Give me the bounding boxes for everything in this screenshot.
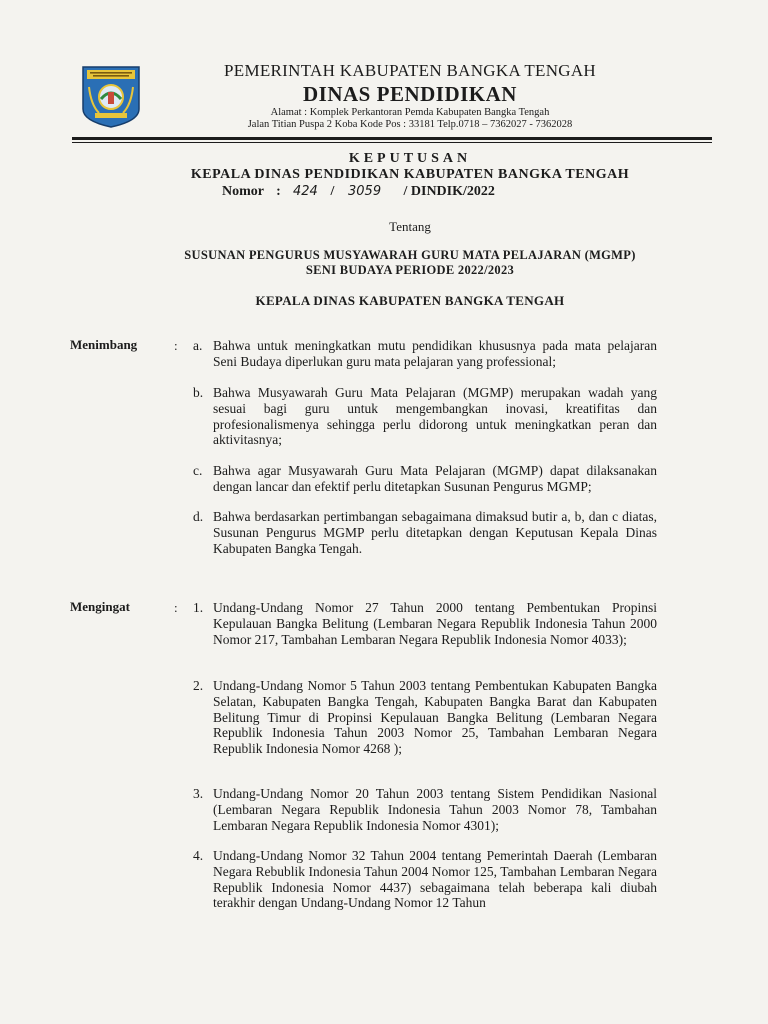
item-text: Bahwa berdasarkan pertimbangan sebagaimana dimaksud butir a, b, dan c diatas, Susunan Pengurus MGMP perlu ditetapkan dengan Keputusan Kepala Dinas Kabupaten Bangka Tengah. — [213, 509, 657, 556]
item-text: Bahwa untuk meningkatkan mutu pendidikan khususnya pada mata pelajaran Seni Budaya diperlukan guru mata pelajaran yang professional; — [213, 338, 657, 369]
item-marker: 1. — [193, 600, 204, 615]
subject-line-1: SUSUNAN PENGURUS MUSYAWARAH GURU MATA PELAJARAN (MGMP) — [184, 248, 636, 262]
nomor-suffix: / DINDIK/2022 — [403, 184, 495, 199]
item-marker: 3. — [193, 786, 204, 801]
item-marker: c. — [193, 463, 203, 478]
nomor-label: Nomor — [222, 184, 264, 199]
letterhead-rule-thick — [72, 137, 712, 140]
nomor-colon: : — [276, 184, 281, 199]
item-marker: 4. — [193, 848, 204, 863]
item-text: Undang-Undang Nomor 32 Tahun 2004 tentang Pemerintah Daerah (Lembaran Negara Rebublik Indonesia Tahun 2004 Nomor 125, Tambahan Lembaran Negara Republik Indonesia Nomor 4437) sebagaimana telah beberapa kali diubah terakhir dengan Undang-Undang Nomor 12 Tahun — [213, 848, 657, 911]
nomor-handwritten-1: 424 — [293, 184, 318, 199]
item-marker: 2. — [193, 678, 204, 693]
decider-heading: KEPALA DINAS KABUPATEN BANGKA TENGAH — [255, 293, 565, 308]
regency-logo — [81, 65, 141, 129]
mengingat-colon: : — [174, 600, 178, 615]
item-text: Bahwa Musyawarah Guru Mata Pelajaran (MGMP) merupakan wadah yang sesuai bagi guru untuk mengembangkan inovasi, kreatifitas dan profesionalismenya sehingga perlu didorong untuk meningkatkan peran dan aktivitasnya; — [213, 385, 657, 448]
decree-issuer: KEPALA DINAS PENDIDIKAN KABUPATEN BANGKA TENGAH — [190, 167, 630, 182]
menimbang-colon: : — [174, 338, 178, 353]
decree-title: KEPUTUSAN — [348, 151, 472, 166]
item-text: Undang-Undang Nomor 20 Tahun 2003 tentang Sistem Pendidikan Nasional (Lembaran Negara Republik Indonesia Tahun 2003 Nomor 78, Tambahan Lembaran Negara Republik Indonesia Nomor 4301); — [213, 786, 657, 833]
letterhead-rule-thin — [72, 142, 712, 143]
item-marker: d. — [193, 509, 204, 524]
nomor-handwritten-2: 3059 — [348, 184, 382, 199]
item-text: Bahwa agar Musyawarah Guru Mata Pelajaran (MGMP) dapat dilaksanakan dengan lancar dan efektif perlu ditetapkan Susunan Pengurus MGMP; — [213, 463, 657, 494]
subject-line-2: SENI BUDAYA PERIODE 2022/2023 — [305, 263, 515, 277]
item-marker: b. — [193, 385, 204, 400]
item-marker: a. — [193, 338, 203, 353]
tentang-label: Tentang — [389, 219, 431, 234]
menimbang-label: Menimbang — [70, 337, 138, 352]
nomor-separator: / — [330, 184, 335, 199]
letterhead-government: PEMERINTAH KABUPATEN BANGKA TENGAH — [224, 61, 596, 80]
mengingat-label: Mengingat — [70, 599, 130, 614]
item-text: Undang-Undang Nomor 5 Tahun 2003 tentang Pembentukan Kabupaten Bangka Selatan, Kabupaten Bangka Tengah, Kabupaten Bangka Barat dan Kabupaten Belitung Timur di Propinsi Kepulauan Bangka Belitung (Lembaran Negara Republik Indonesia Tahun 2003 Nomor 25, Tambahan Lembaran Negara Republik Indonesia Nomor 4268 ); — [213, 678, 657, 757]
decree-number — [222, 184, 495, 200]
item-text: Undang-Undang Nomor 27 Tahun 2000 tentang Pembentukan Propinsi Kepulauan Bangka Belitung (Lembaran Negara Republik Indonesia Tahun 2000 Nomor 217, Tambahan Lembaran Negara Republik Indonesia Nomor 4033); — [213, 600, 657, 647]
letterhead-address-line1: Alamat : Komplek Perkantoran Pemda Kabupaten Bangka Tengah — [270, 107, 550, 118]
letterhead-agency: DINAS PENDIDIKAN — [303, 82, 517, 106]
letterhead-address-line2: Jalan Titian Puspa 2 Koba Kode Pos : 33181 Telp.0718 – 7362027 - 7362028 — [247, 119, 573, 130]
